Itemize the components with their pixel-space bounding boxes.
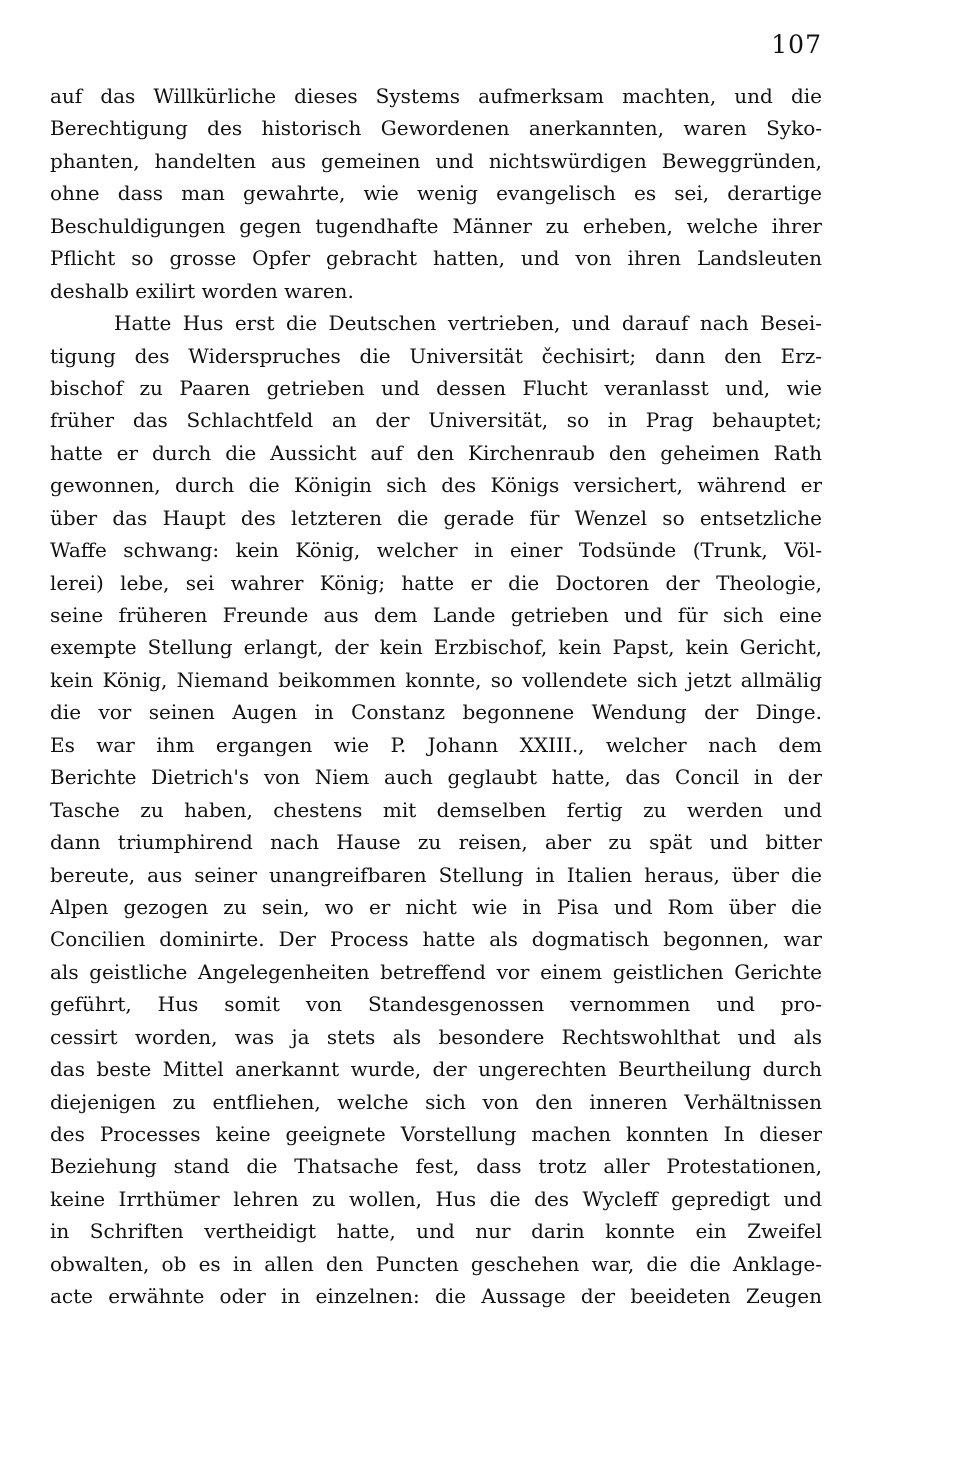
text-line: des Processes keine geeignete Vorstellung machen konnten In dieser: [50, 1122, 822, 1146]
text-line: geführt, Hus somit von Standesgenossen vernommen und pro-: [50, 992, 822, 1017]
text-line: Pflicht so grosse Opfer gebracht hatten, und von ihren Landsleuten: [50, 246, 822, 271]
text-line: die vor seinen Augen in Constanz begonnene Wendung der Dinge.: [50, 700, 822, 725]
text-line: Beschuldigungen gegen tugendhafte Männer zu erheben, welche ihrer: [50, 213, 822, 238]
text-line: diejenigen zu entfliehen, welche sich von den inneren Verhältnissen: [50, 1089, 822, 1114]
text-line: über das Haupt des letzteren die gerade für Wenzel so entsetzliche: [50, 505, 822, 530]
text-line: Waffe schwang: kein König, welcher in einer Todsünde (Trunk, Völ-: [50, 538, 822, 563]
body-text: [50, 80, 822, 1313]
text-line: cessirt worden, was ja stets als besondere Rechtswohlthat und als: [50, 1024, 822, 1049]
text-line: Alpen gezogen zu sein, wo er nicht wie in Pisa und Rom über die: [50, 894, 822, 919]
text-line: tigung des Widerspruches die Universität čechisirt; dann den Erz-: [50, 343, 822, 368]
text-line: dann triumphirend nach Hause zu reisen, aber zu spät und bitter: [50, 830, 822, 855]
text-line: kein König, Niemand beikommen konnte, so vollendete sich jetzt allmälig: [50, 667, 822, 692]
text-line: als geistliche Angelegenheiten betreffend vor einem geistlichen Gerichte: [50, 959, 822, 984]
text-line: acte erwähnte oder in einzelnen: die Aussage der beeideten Zeugen: [50, 1284, 822, 1309]
text-line: Es war ihm ergangen wie P. Johann XXIII., welcher nach dem: [50, 732, 822, 757]
text-line: obwalten, ob es in allen den Puncten geschehen war, die die Anklage-: [50, 1251, 822, 1276]
text-line: ohne dass man gewahrte, wie wenig evangelisch es sei, derartige: [50, 181, 822, 206]
text-line: das beste Mittel anerkannt wurde, der ungerechten Beurtheilung durch: [50, 1057, 822, 1082]
text-line: bischof zu Paaren getrieben und dessen Flucht veranlasst und, wie: [50, 375, 822, 400]
text-line: auf das Willkürliche dieses Systems aufmerksam machten, und die: [50, 84, 822, 108]
text-line: bereute, aus seiner unangreifbaren Stellung in Italien heraus, über die: [50, 862, 822, 887]
text-line: Beziehung stand die Thatsache fest, dass trotz aller Protestationen,: [50, 1154, 822, 1179]
text-line: lerei) lebe, sei wahrer König; hatte er die Doctoren der Theologie,: [50, 570, 822, 595]
text-line: keine Irrthümer lehren zu wollen, Hus die des Wycleff gepredigt und: [50, 1186, 822, 1211]
text-line: früher das Schlachtfeld an der Universität, so in Prag behauptet;: [50, 408, 822, 433]
text-line: Berichte Dietrich's von Niem auch geglaubt hatte, das Concil in der: [50, 765, 822, 790]
text-line: gewonnen, durch die Königin sich des Königs versichert, während er: [50, 473, 822, 498]
text-line: phanten, handelten aus gemeinen und nichtswürdigen Beweggründen,: [50, 148, 822, 173]
text-line: seine früheren Freunde aus dem Lande getrieben und für sich eine: [50, 603, 822, 627]
text-line: in Schriften vertheidigt hatte, und nur darin konnte ein Zweifel: [50, 1219, 822, 1244]
text-line: Hatte Hus erst die Deutschen vertrieben, und darauf nach Besei-: [114, 311, 822, 336]
text-line: Tasche zu haben, chestens mit demselben fertig zu werden und: [50, 797, 822, 822]
page-number: 107: [771, 30, 822, 59]
text-line: exempte Stellung erlangt, der kein Erzbischof, kein Papst, kein Gericht,: [50, 635, 822, 660]
text-line: deshalb exilirt worden waren.: [50, 278, 354, 303]
text-line: Concilien dominirte. Der Process hatte als dogmatisch begonnen, war: [50, 927, 822, 952]
text-line: Berechtigung des historisch Gewordenen anerkannten, waren Syko-: [50, 116, 822, 141]
text-line: hatte er durch die Aussicht auf den Kirchenraub den geheimen Rath: [50, 440, 822, 465]
